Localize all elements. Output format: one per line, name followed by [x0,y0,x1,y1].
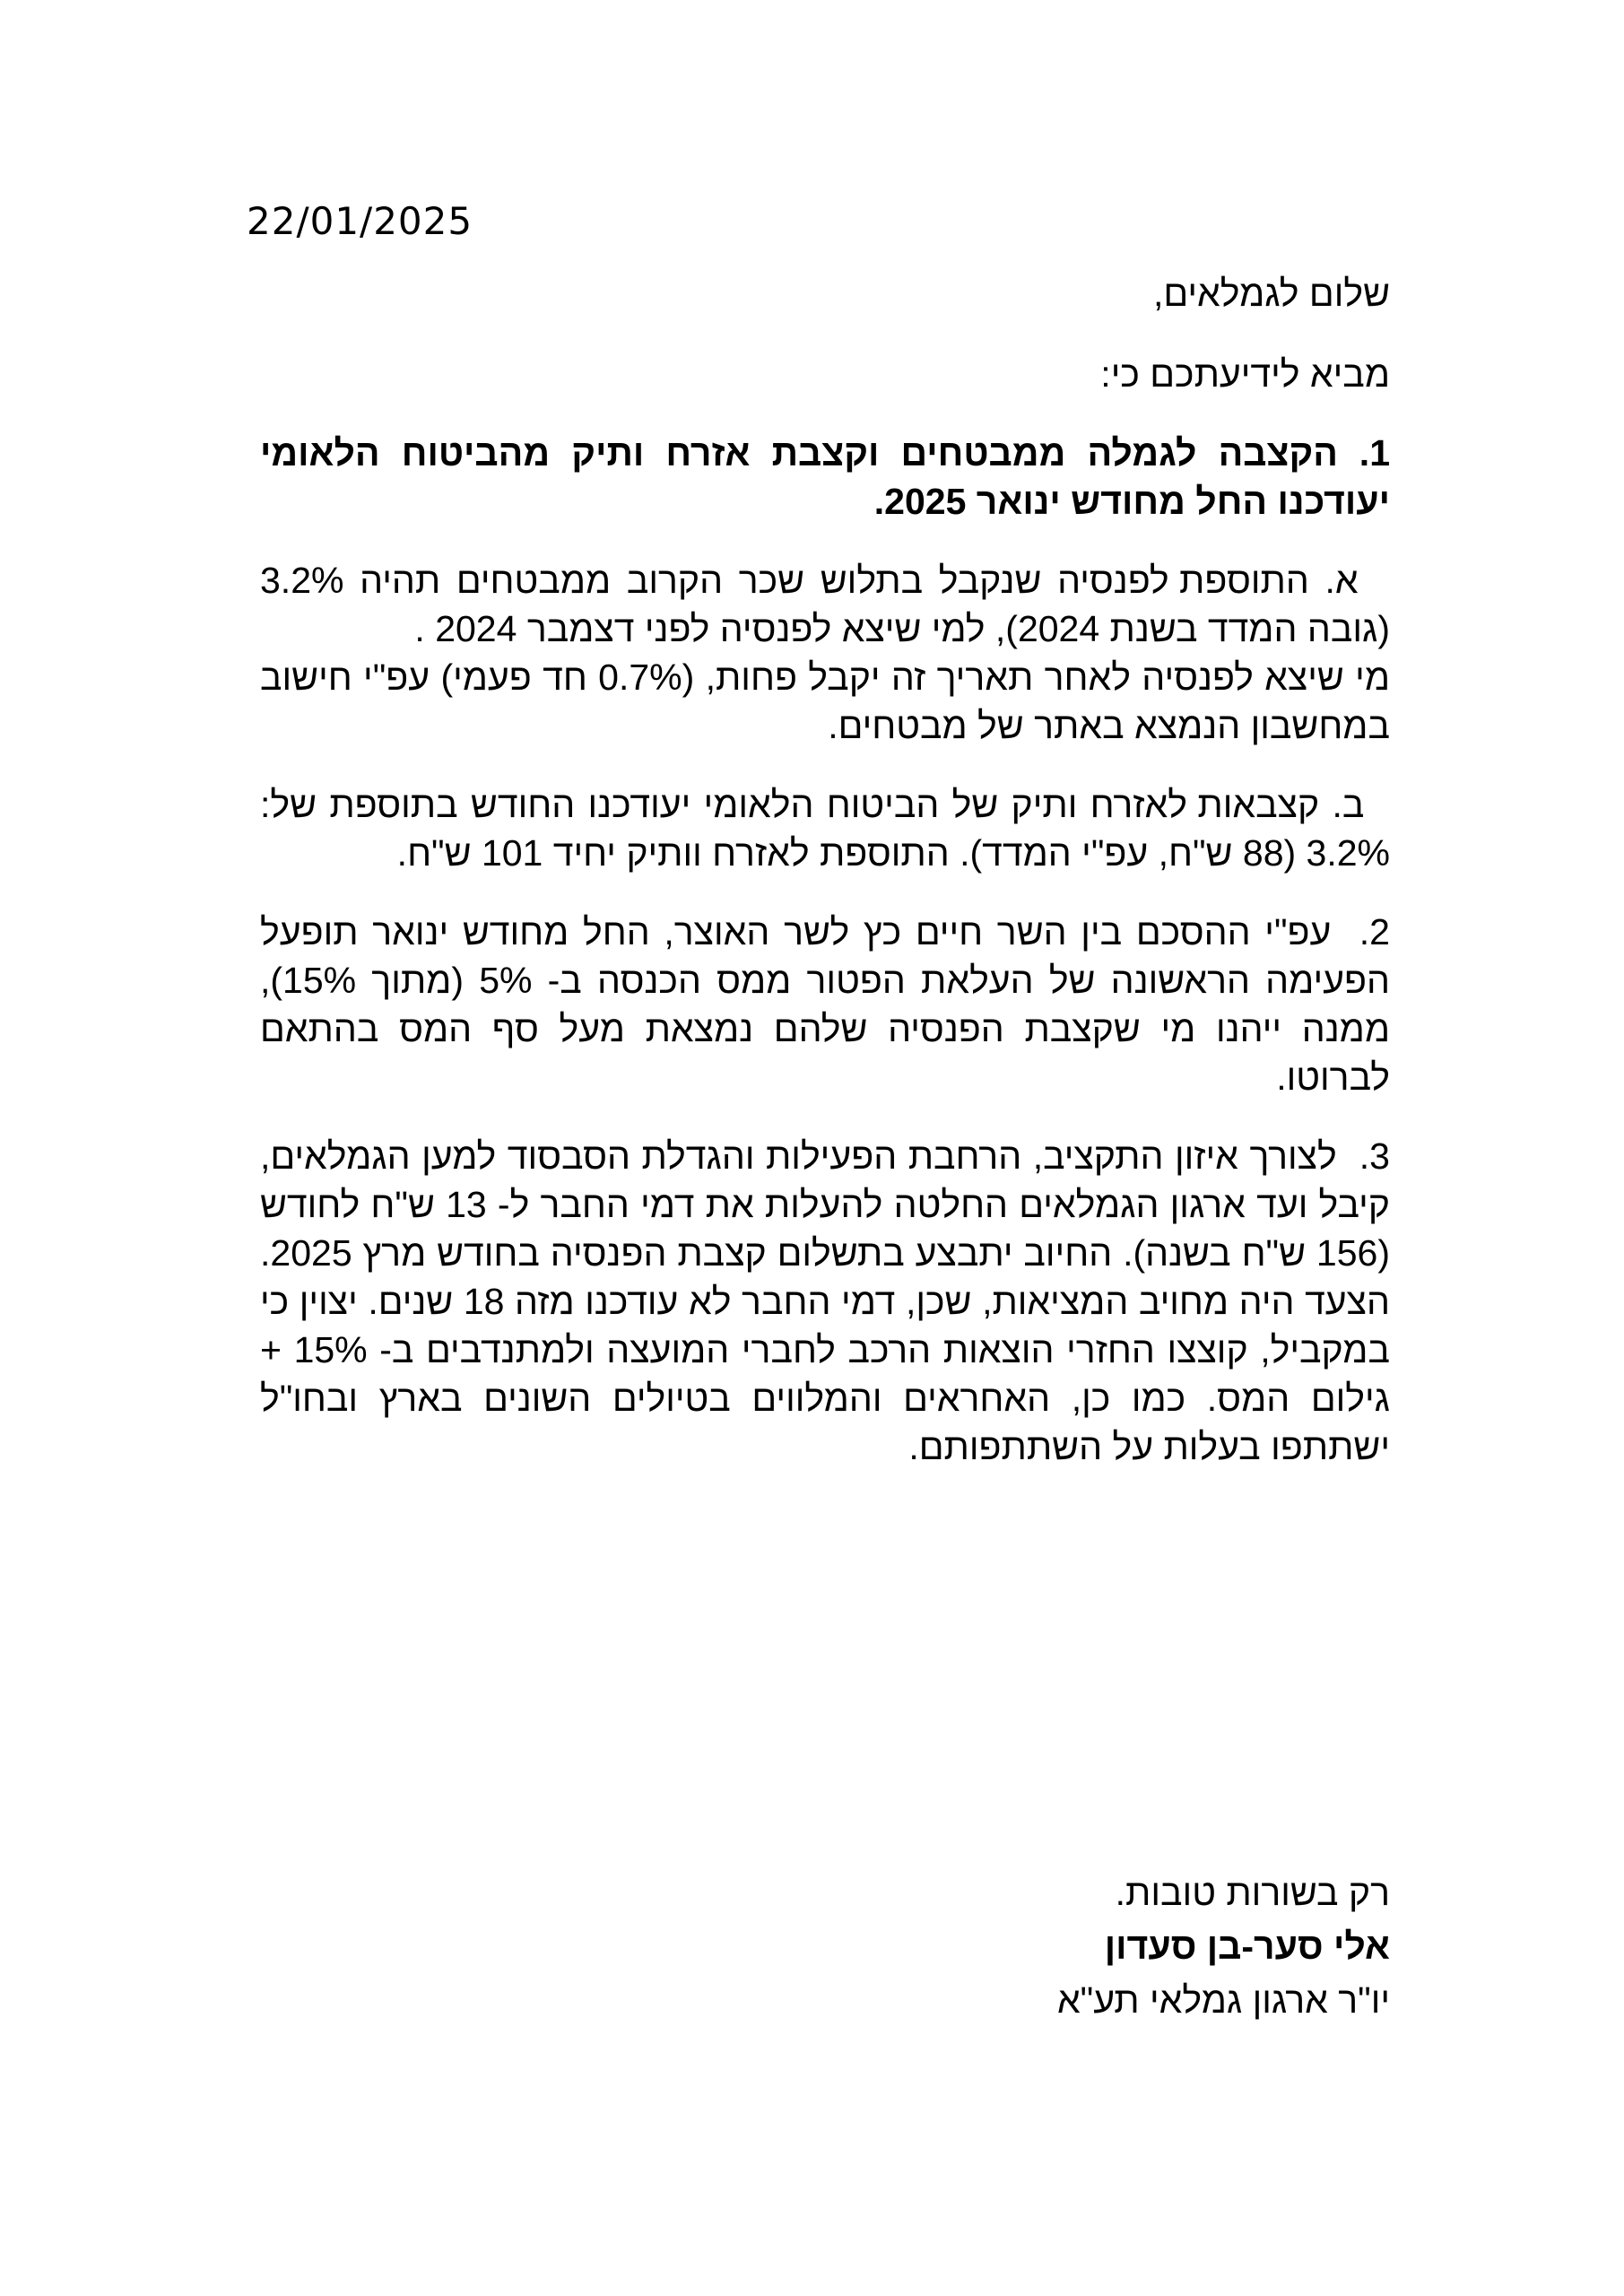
item-3-number: 3. [1359,1135,1390,1177]
item-1-sub-a [260,556,1390,750]
item-3-text: לצורך איזון התקציב, הרחבת הפעילות והגדלת הסבסוד למען הגמלאים, קיבל ועד ארגון הגמלאים החלטה להעלות את דמי החבר ל- 13 ש"ח לחודש (156 ש"ח בשנה). החיוב יתבצע בתשלום קצבת הפנסיה בחודש מרץ 2025. הצעד היה מחויב המציאות, שכן, דמי החבר לא עודכנו מזה 18 שנים. יצוין כי במקביל, קוצצו החזרי הוצאות הרכב לחברי המועצה ולמתנדבים ב- 15% + גילום המס. כמו כן, האחראים והמלווים בטיולים השונים בארץ ובחו"ל ישתתפו בעלות על השתתפותם. [260,1135,1390,1467]
signature-name: אלי סער-בן סעדון [1104,1926,1390,1967]
item-1-heading [260,429,1390,526]
item-1-sub-b-text: קצבאות לאזרח ותיק של הביטוח הלאומי יעודכנו החודש בתוספת של: 3.2% (88 ש"ח, עפ"י המדד). התוספת לאזרח וותיק יחיד 101 ש"ח. [260,784,1390,874]
intro-line: מביא לידיעתכם כי: [1100,353,1390,395]
item-1-heading-text: הקצבה לגמלה ממבטחים וקצבת אזרח ותיק מהביטוח הלאומי יעודכנו החל מחודש ינואר 2025. [260,432,1390,522]
letter-date: 22/01/2025 [247,199,473,243]
item-3 [260,1132,1390,1471]
item-1-sub-a-text2: מי שיצא לפנסיה לאחר תאריך זה יקבל פחות, (0.7% חד פעמי) עפ"י חישוב במחשבון הנמצא באתר של מבטחים. [260,657,1390,746]
item-1-sub-b [260,780,1390,877]
item-1-sub-a-line [260,556,1390,653]
item-2-text: עפ"י ההסכם בין השר חיים כץ לשר האוצר, החל מחודש ינואר תופעל הפעימה הראשונה של העלאת הפטור ממס הכנסה ב- 5% (מתוך 15%), ממנה ייהנו מי שקצבת הפנסיה שלהם נמצאת מעל סף המס בהתאם לברוטו. [260,911,1391,1098]
letter-body [260,269,1390,1501]
item-2-number: 2. [1359,911,1390,952]
signature-title: יו"ר ארגון גמלאי תע"א [1056,1979,1390,2021]
signature-closing: רק בשורות טובות. [1115,1872,1390,1913]
item-1-sub-a-marker: א. [1324,560,1359,601]
signature-block [260,1866,1390,2027]
greeting: שלום לגמלאים, [1153,273,1390,314]
item-2 [260,908,1390,1101]
item-1-number: 1. [1359,432,1390,474]
item-1-sub-b-marker: ב. [1332,784,1365,825]
item-1-sub-a-text: התוספת לפנסיה שנקבל בתלוש שכר הקרוב ממבטחים תהיה 3.2% (גובה המדד בשנת 2024), למי שיצא לפנסיה לפני דצמבר 2024 . [260,560,1390,649]
